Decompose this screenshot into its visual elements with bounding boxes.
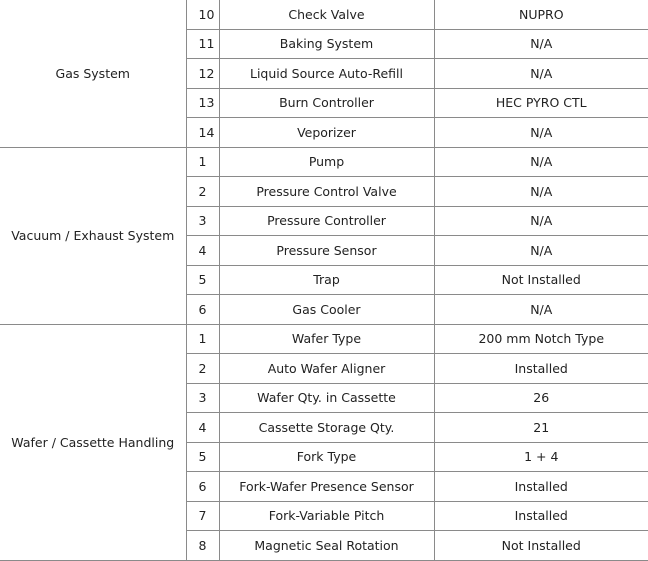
item-name: Fork-Variable Pitch [219, 501, 434, 531]
item-spec-value: N/A [434, 59, 648, 89]
row-number: 3 [186, 383, 219, 413]
table-row [0, 324, 648, 354]
item-name: Fork-Wafer Presence Sensor [219, 472, 434, 502]
item-name: Pressure Control Valve [219, 177, 434, 207]
item-name: Fork Type [219, 442, 434, 472]
item-spec-value: Not Installed [434, 531, 648, 561]
item-spec-value: N/A [434, 295, 648, 325]
row-number: 6 [186, 295, 219, 325]
row-number: 10 [186, 0, 219, 29]
item-name: Burn Controller [219, 88, 434, 118]
item-spec-value: 21 [434, 413, 648, 443]
item-spec-value: Installed [434, 354, 648, 384]
item-name: Baking System [219, 29, 434, 59]
item-spec-value: HEC PYRO CTL [434, 88, 648, 118]
section-group-label: Vacuum / Exhaust System [0, 147, 186, 324]
item-name: Cassette Storage Qty. [219, 413, 434, 443]
item-name: Pressure Sensor [219, 236, 434, 266]
item-spec-value: Installed [434, 472, 648, 502]
row-number: 2 [186, 177, 219, 207]
item-name: Wafer Type [219, 324, 434, 354]
item-name: Check Valve [219, 0, 434, 29]
row-number: 4 [186, 236, 219, 266]
item-spec-value: N/A [434, 206, 648, 236]
row-number: 2 [186, 354, 219, 384]
row-number: 13 [186, 88, 219, 118]
row-number: 5 [186, 265, 219, 295]
item-spec-value: N/A [434, 29, 648, 59]
item-spec-value: N/A [434, 147, 648, 177]
item-spec-value: Not Installed [434, 265, 648, 295]
row-number: 6 [186, 472, 219, 502]
row-number: 11 [186, 29, 219, 59]
row-number: 5 [186, 442, 219, 472]
row-number: 8 [186, 531, 219, 561]
row-number: 4 [186, 413, 219, 443]
table-row [0, 0, 648, 29]
item-spec-value: N/A [434, 236, 648, 266]
row-number: 7 [186, 501, 219, 531]
item-name: Veporizer [219, 118, 434, 148]
item-spec-value: 1 + 4 [434, 442, 648, 472]
item-name: Wafer Qty. in Cassette [219, 383, 434, 413]
item-spec-value: 26 [434, 383, 648, 413]
item-name: Magnetic Seal Rotation [219, 531, 434, 561]
item-spec-value: NUPRO [434, 0, 648, 29]
item-spec-value: 200 mm Notch Type [434, 324, 648, 354]
item-spec-value: N/A [434, 177, 648, 207]
item-name: Pressure Controller [219, 206, 434, 236]
row-number: 1 [186, 324, 219, 354]
item-name: Gas Cooler [219, 295, 434, 325]
item-spec-value: N/A [434, 118, 648, 148]
item-name: Auto Wafer Aligner [219, 354, 434, 384]
table-row [0, 147, 648, 177]
item-spec-value: Installed [434, 501, 648, 531]
item-name: Liquid Source Auto-Refill [219, 59, 434, 89]
item-name: Trap [219, 265, 434, 295]
section-group-label: Wafer / Cassette Handling [0, 324, 186, 560]
row-number: 3 [186, 206, 219, 236]
row-number: 12 [186, 59, 219, 89]
item-name: Pump [219, 147, 434, 177]
row-number: 1 [186, 147, 219, 177]
section-group-label: Gas System [0, 0, 186, 147]
row-number: 14 [186, 118, 219, 148]
